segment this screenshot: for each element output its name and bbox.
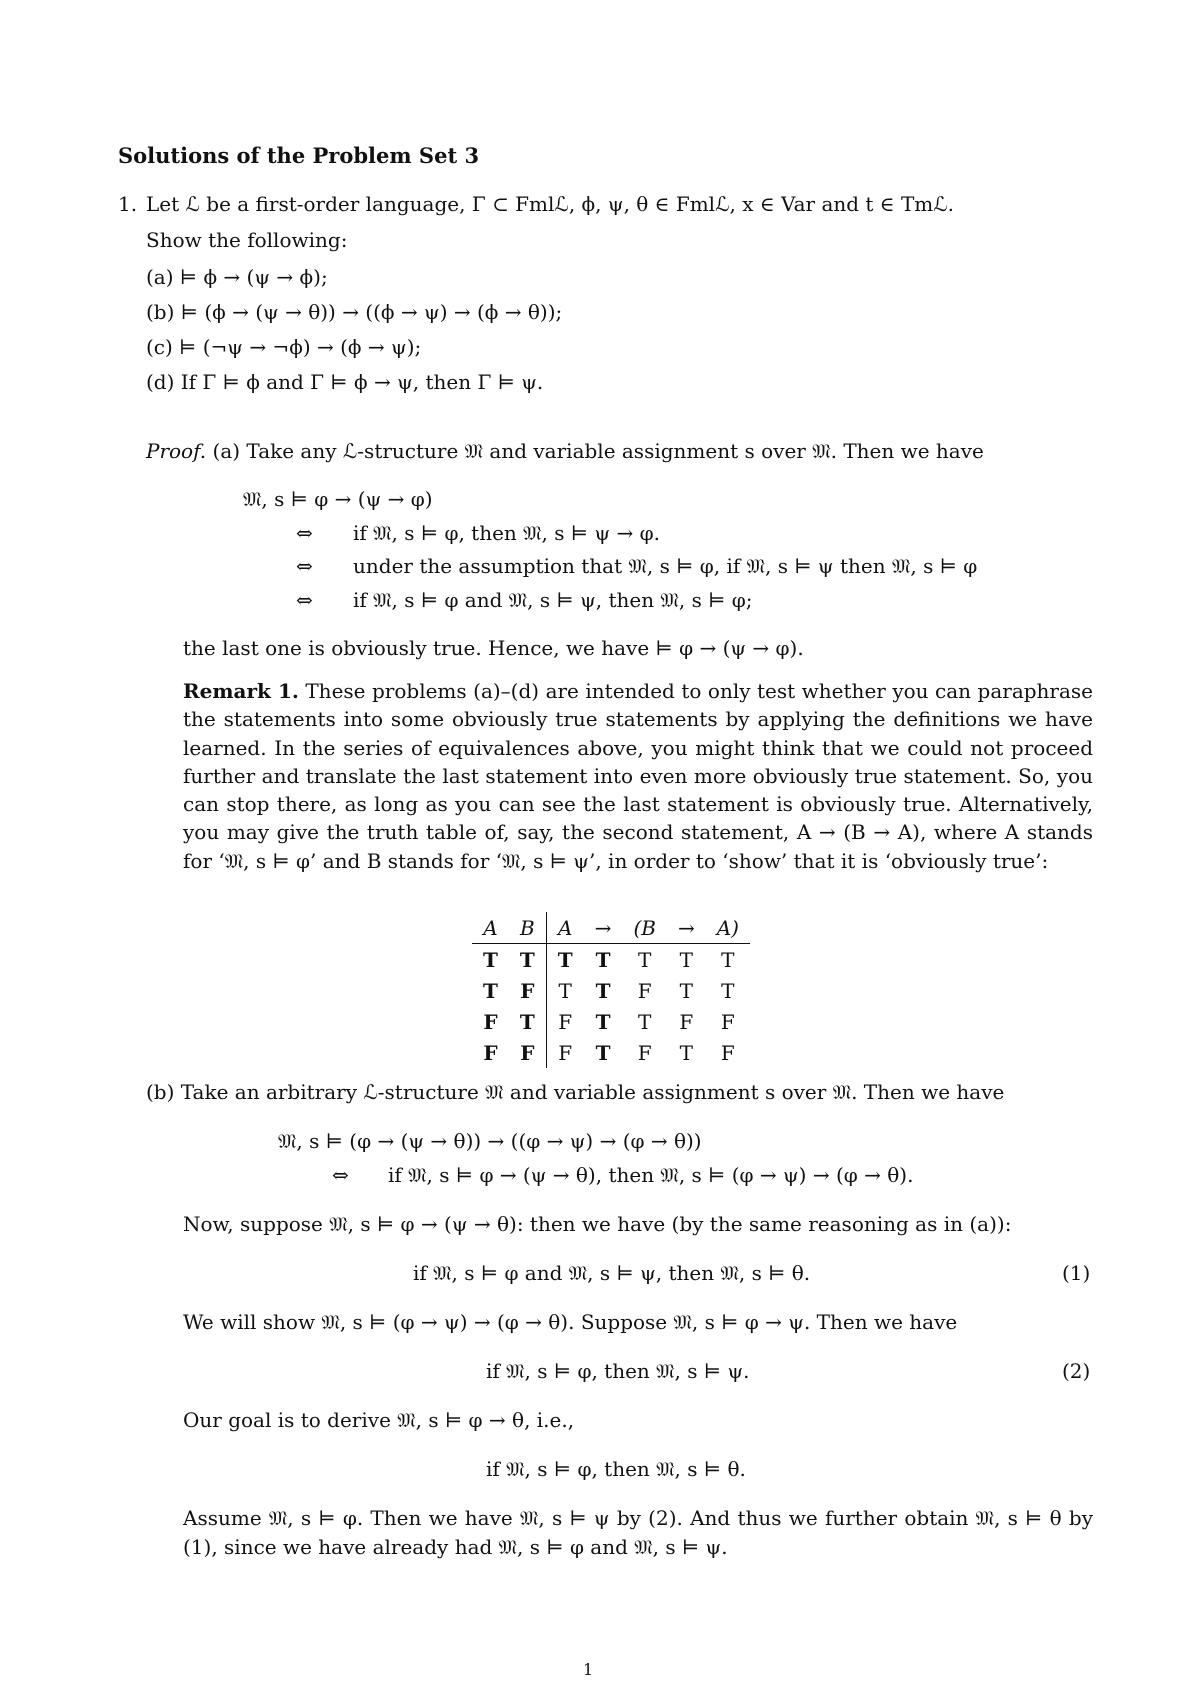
tt-header-cell: A) bbox=[706, 912, 750, 944]
tt-cell: T bbox=[595, 978, 611, 1003]
show-following: Show the following: bbox=[146, 228, 348, 252]
proof-b-line0: 𝔐, s ⊨ (φ → (ψ → θ)) → ((φ → ψ) → (φ → θ)) bbox=[278, 1129, 702, 1153]
tt-cell: F bbox=[558, 1040, 573, 1065]
tt-cell: F bbox=[720, 1040, 735, 1065]
tt-header-cell: → bbox=[584, 912, 623, 944]
page-number: 1 bbox=[583, 1660, 594, 1679]
tt-cell: F bbox=[558, 1009, 573, 1034]
proof-b-step: if 𝔐, s ⊨ φ → (ψ → θ), then 𝔐, s ⊨ (φ → ψ) → (φ → θ). bbox=[388, 1163, 914, 1187]
truth-table-header bbox=[472, 912, 750, 944]
equiv-symbol: ⇔ bbox=[332, 1163, 349, 1187]
tt-cell: T bbox=[638, 1009, 652, 1034]
tt-cell: F bbox=[637, 978, 652, 1003]
equiv-symbol: ⇔ bbox=[296, 521, 313, 545]
truth-table bbox=[472, 912, 750, 1068]
remark-paragraph bbox=[183, 677, 1093, 875]
tt-cell: F bbox=[509, 1037, 546, 1068]
table-row bbox=[472, 1006, 750, 1037]
table-row bbox=[472, 1037, 750, 1068]
tt-cell: F bbox=[637, 1040, 652, 1065]
equation-2: if 𝔐, s ⊨ φ, then 𝔐, s ⊨ ψ. bbox=[486, 1359, 750, 1383]
tt-cell: T bbox=[595, 1009, 611, 1034]
tt-cell: T bbox=[557, 947, 573, 972]
item-b: (b) ⊨ (ϕ → (ψ → θ)) → ((ϕ → ψ) → (ϕ → θ)); bbox=[146, 300, 563, 324]
proof-b-suppose: Now, suppose 𝔐, s ⊨ φ → (ψ → θ): then we have (by the same reasoning as in (a)): bbox=[183, 1212, 1012, 1236]
tt-header-cell: → bbox=[667, 912, 706, 944]
tt-cell: T bbox=[595, 947, 611, 972]
equiv-symbol: ⇔ bbox=[296, 554, 313, 578]
proof-a-conclusion: the last one is obviously true. Hence, we have ⊨ φ → (ψ → φ). bbox=[183, 636, 804, 660]
equation-1-number: (1) bbox=[1062, 1261, 1091, 1285]
proof-b-final: Assume 𝔐, s ⊨ φ. Then we have 𝔐, s ⊨ ψ by (2). And thus we further obtain 𝔐, s ⊨ θ by (1), since we have already had 𝔐, s ⊨ φ and 𝔐, s ⊨ ψ. bbox=[183, 1506, 1093, 1559]
proof-a-text: (a) Take any ℒ-structure 𝔐 and variable assignment s over 𝔐. Then we have bbox=[212, 439, 984, 463]
proof-label: Proof. bbox=[146, 439, 207, 463]
tt-cell: F bbox=[509, 975, 546, 1006]
tt-cell: T bbox=[558, 978, 572, 1003]
table-row bbox=[472, 944, 750, 976]
tt-cell: T bbox=[721, 978, 735, 1003]
item-d: (d) If Γ ⊨ ϕ and Γ ⊨ ϕ → ψ, then Γ ⊨ ψ. bbox=[146, 370, 544, 394]
equation-2-number: (2) bbox=[1062, 1359, 1091, 1383]
tt-header-cell: B bbox=[509, 912, 546, 944]
problem-statement: Let ℒ be a first-order language, Γ ⊂ Fmlℒ, ϕ, ψ, θ ∈ Fmlℒ, x ∈ Var and t ∈ Tmℒ. bbox=[146, 192, 955, 216]
proof-a-step-1: if 𝔐, s ⊨ φ, then 𝔐, s ⊨ ψ → φ. bbox=[353, 521, 660, 545]
proof-a-step-3: if 𝔐, s ⊨ φ and 𝔐, s ⊨ ψ, then 𝔐, s ⊨ φ; bbox=[353, 588, 753, 612]
equation-3: if 𝔐, s ⊨ φ, then 𝔐, s ⊨ θ. bbox=[486, 1457, 746, 1481]
item-a: (a) ⊨ ϕ → (ψ → ϕ); bbox=[146, 265, 328, 289]
tt-cell: F bbox=[720, 1009, 735, 1034]
tt-cell: T bbox=[483, 978, 498, 1003]
tt-cell: T bbox=[679, 1040, 693, 1065]
tt-header-cell: (B bbox=[622, 912, 667, 944]
page-title: Solutions of the Problem Set 3 bbox=[118, 143, 480, 168]
proof-a-line0: 𝔐, s ⊨ φ → (ψ → φ) bbox=[243, 487, 433, 511]
tt-header-cell: A bbox=[472, 912, 509, 944]
tt-cell: F bbox=[679, 1009, 694, 1034]
proof-a-step-2: under the assumption that 𝔐, s ⊨ φ, if 𝔐, s ⊨ ψ then 𝔐, s ⊨ φ bbox=[353, 554, 978, 578]
proof-b-intro: (b) Take an arbitrary ℒ-structure 𝔐 and variable assignment s over 𝔐. Then we have bbox=[146, 1080, 1005, 1104]
tt-header-cell: A bbox=[546, 912, 583, 944]
proof-b-show: We will show 𝔐, s ⊨ (φ → ψ) → (φ → θ). Suppose 𝔐, s ⊨ φ → ψ. Then we have bbox=[183, 1310, 958, 1334]
tt-cell: T bbox=[679, 978, 693, 1003]
remark-label: Remark 1. bbox=[183, 679, 299, 703]
tt-cell: T bbox=[509, 1006, 546, 1037]
tt-cell: T bbox=[509, 944, 546, 976]
tt-cell: T bbox=[679, 947, 693, 972]
remark-text: These problems (a)–(d) are intended to only test whether you can paraphrase the statements into some obviously true statements by applying the definitions we have learned. In the series of equivalences above, you might think that we could not proceed further and translate the last statement into even more obviously true statement. So, you can stop there, as long as you can see the last statement is obviously true. Alternatively, you may give the truth table of, say, the second statement, A → (B → A), where A stands for ‘𝔐, s ⊨ φ’ and B stands for ‘𝔐, s ⊨ ψ’, in order to ‘show’ that it is ‘obviously true’: bbox=[183, 679, 1094, 873]
equation-1: if 𝔐, s ⊨ φ and 𝔐, s ⊨ ψ, then 𝔐, s ⊨ θ. bbox=[413, 1261, 811, 1285]
problem-number: 1. bbox=[118, 192, 138, 216]
tt-cell: T bbox=[595, 1040, 611, 1065]
tt-cell: F bbox=[483, 1009, 498, 1034]
tt-cell: T bbox=[721, 947, 735, 972]
tt-cell: T bbox=[638, 947, 652, 972]
table-row bbox=[472, 975, 750, 1006]
proof-b-goal: Our goal is to derive 𝔐, s ⊨ φ → θ, i.e., bbox=[183, 1408, 575, 1432]
item-c: (c) ⊨ (¬ψ → ¬ϕ) → (ϕ → ψ); bbox=[146, 335, 422, 359]
tt-cell: F bbox=[483, 1040, 498, 1065]
tt-cell: T bbox=[483, 947, 498, 972]
proof-a-intro bbox=[146, 437, 984, 465]
equiv-symbol: ⇔ bbox=[296, 588, 313, 612]
